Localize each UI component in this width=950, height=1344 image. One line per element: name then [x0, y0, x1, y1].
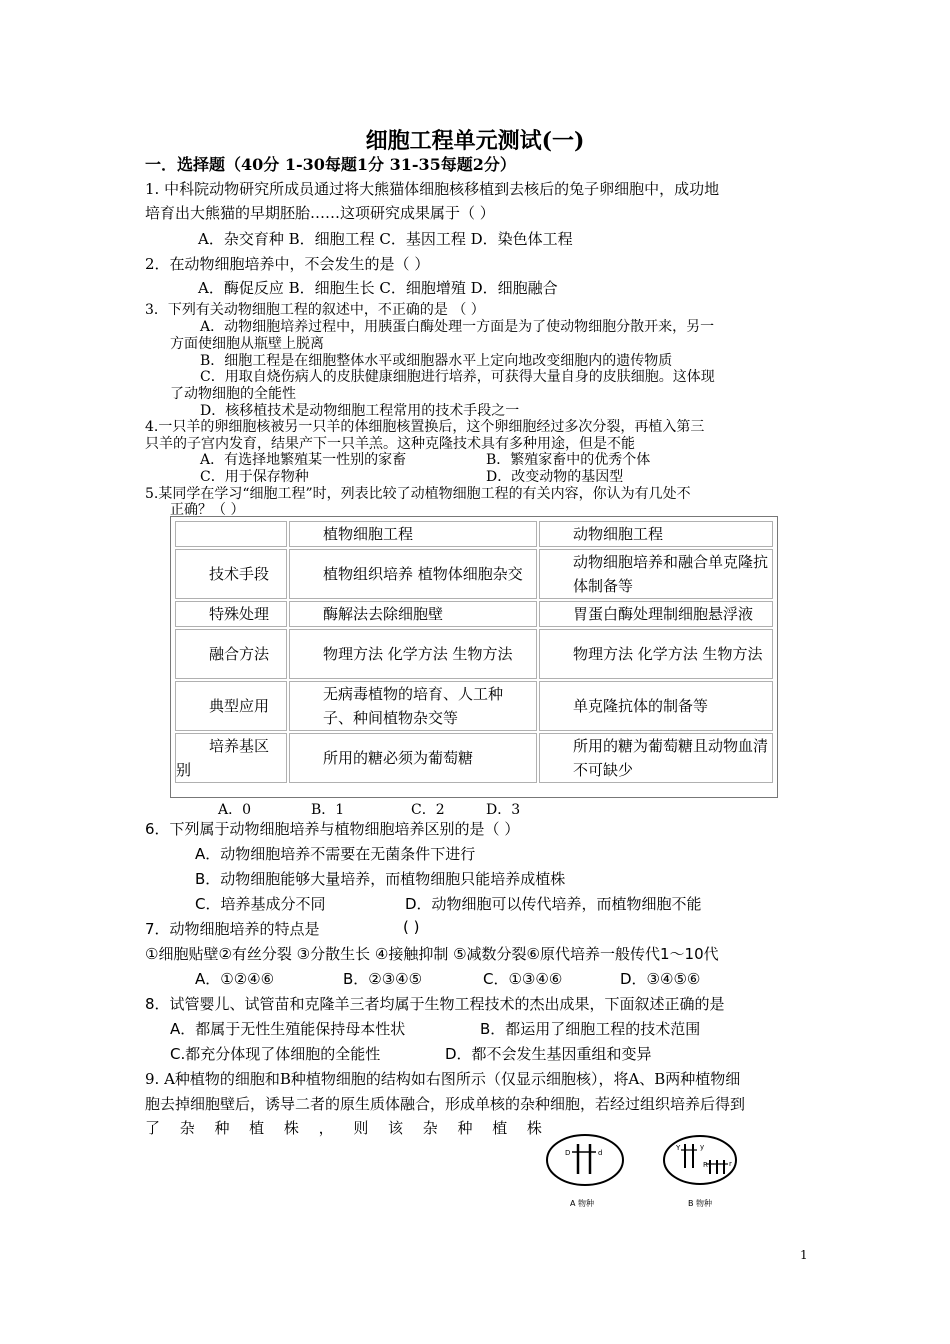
q4-option-c: C．用于保存物种: [200, 469, 309, 485]
q3-option-d: D．核移植技术是动物细胞工程常用的技术手段之一: [200, 403, 520, 419]
q8-option-a: A．都属于无性生殖能保持母本性状: [170, 1020, 406, 1038]
table-row-label: 技术手段: [175, 549, 287, 599]
table-cell-animal: 动物细胞培养和融合单克隆抗体制备等: [539, 549, 773, 599]
q9-char: 种: [457, 1119, 473, 1137]
q7-stem: 7．动物细胞培养的特点是: [145, 920, 320, 938]
cell-nuclei-figure: [540, 1130, 740, 1215]
q4-option-b: B．繁殖家畜中的优秀个体: [486, 452, 651, 468]
table-cell-plant: 酶解法去除细胞壁: [289, 601, 537, 627]
q6-stem: 6．下列属于动物细胞培养与植物细胞培养区别的是（ ）: [145, 820, 520, 838]
q4-stem-line1: 4.一只羊的卵细胞核被另一只羊的体细胞核置换后，这个卵细胞经过多次分裂，再植入第三: [145, 419, 705, 435]
table-row: [175, 549, 773, 599]
table-cell-animal: 单克隆抗体的制备等: [539, 681, 773, 731]
q7-answer-paren: ( ): [403, 918, 420, 936]
q6-option-b: B．动物细胞能够大量培养，而植物细胞只能培养成植株: [195, 870, 566, 888]
q9-char: 了: [145, 1119, 161, 1137]
q6-option-c: C．培养基成分不同: [195, 895, 326, 913]
table-cell-plant: 植物组织培养 植物体细胞杂交: [289, 549, 537, 599]
gene-label: R: [703, 1161, 708, 1169]
table-row: [175, 629, 773, 679]
table-header-cell: 动物细胞工程: [539, 521, 773, 547]
q3-stem: 3．下列有关动物细胞工程的叙述中，不正确的是 （ ）: [145, 302, 485, 318]
species-a-label: A 物种: [570, 1199, 595, 1208]
q1-stem-line2: 培育出大熊猫的早期胚胎……这项研究成果属于（ ）: [145, 204, 495, 222]
q9-char: 植: [249, 1119, 265, 1137]
q3-option-b: B．细胞工程是在细胞整体水平或细胞器水平上定向地改变细胞内的遗传物质: [200, 353, 673, 369]
q5-option-b: B．1: [311, 802, 345, 818]
table-row-label: 培养基区别: [175, 733, 287, 783]
q6-option-d: D．动物细胞可以传代培养，而植物细胞不能: [405, 895, 702, 913]
table-row: [175, 681, 773, 731]
section-heading: 一．选择题（40分 1-30每题1分 31-35每题2分）: [145, 155, 516, 174]
gene-label: Y: [676, 1144, 681, 1152]
page-number: 1: [800, 1248, 808, 1262]
table-row: [175, 601, 773, 627]
comparison-table-frame: [170, 516, 778, 798]
q5-stem-line2: 正确？（ ）: [170, 502, 245, 518]
q6-option-a: A．动物细胞培养不需要在无菌条件下进行: [195, 845, 476, 863]
q7-option-a: A．①②④⑥: [195, 970, 275, 988]
q8-option-c: C.都充分体现了体细胞的全能性: [170, 1045, 381, 1063]
q7-option-c: C．①③④⑥: [483, 970, 563, 988]
q7-option-d: D．③④⑤⑥: [620, 970, 701, 988]
species-b-cell: [664, 1136, 736, 1208]
table-row-label: 典型应用: [175, 681, 287, 731]
q1-options: A．杂交育种 B．细胞工程 C．基因工程 D．染色体工程: [198, 230, 573, 248]
q5-stem-line1: 5.某同学在学习“细胞工程”时，列表比较了动植物细胞工程的有关内容，你认为有几处不: [145, 486, 691, 502]
q9-stem-line2: 胞去掉细胞壁后，诱导二者的原生质体融合，形成单核的杂种细胞，若经过组织培养后得到: [145, 1095, 746, 1113]
comparison-table: [173, 519, 775, 785]
q7-items: ①细胞贴壁②有丝分裂 ③分散生长 ④接触抑制 ⑤减数分裂⑥原代培养一般传代1～10代: [145, 945, 719, 963]
table-cell-animal: 胃蛋白酶处理制细胞悬浮液: [539, 601, 773, 627]
species-a-cell: [547, 1135, 623, 1208]
q3-option-c-line1: C．用取自烧伤病人的皮肤健康细胞进行培养，可获得大量自身的皮肤细胞。这体现: [200, 369, 715, 385]
q9-char: 杂: [179, 1119, 195, 1137]
species-b-label: B 物种: [688, 1199, 713, 1208]
table-header-row: [175, 521, 773, 547]
q9-char: 株: [283, 1119, 299, 1137]
q1-stem-line1: 1. 中科院动物研究所成员通过将大熊猫体细胞核移植到去核后的兔子卵细胞中，成功地: [145, 180, 720, 198]
q9-char: 则: [353, 1119, 369, 1137]
page-title: 细胞工程单元测试(一): [365, 128, 585, 154]
table-header-cell: 植物细胞工程: [289, 521, 537, 547]
table-cell-plant: 无病毒植物的培育、人工种子、种间植物杂交等: [289, 681, 537, 731]
q9-char: 杂: [422, 1119, 438, 1137]
gene-label: y: [700, 1143, 705, 1151]
q9-char: 株: [526, 1119, 542, 1137]
table-row-label: 融合方法: [175, 629, 287, 679]
table-cell-animal: 所用的糖为葡萄糖且动物血清不可缺少: [539, 733, 773, 783]
q9-stem-line1: 9. A种植物的细胞和B种植物细胞的结构如右图所示（仅显示细胞核），将A、B两种植物细: [145, 1070, 741, 1088]
q8-stem: 8．试管婴儿、试管苗和克隆羊三者均属于生物工程技术的杰出成果，下面叙述正确的是: [145, 995, 725, 1013]
q3-option-a-line1: A．动物细胞培养过程中，用胰蛋白酶处理一方面是为了使动物细胞分散开来，另一: [200, 319, 715, 335]
q3-option-c-line2: 了动物细胞的全能性: [170, 386, 296, 402]
q9-char: 植: [492, 1119, 508, 1137]
q7-option-b: B．②③④⑤: [343, 970, 423, 988]
gene-label: D: [565, 1149, 571, 1157]
table-cell-plant: 所用的糖必须为葡萄糖: [289, 733, 537, 783]
table-cell-animal: 物理方法 化学方法 生物方法: [539, 629, 773, 679]
table-cell-plant: 物理方法 化学方法 生物方法: [289, 629, 537, 679]
q9-char: 种: [214, 1119, 230, 1137]
q4-stem-line2: 只羊的子宫内发育，结果产下一只羊羔。这种克隆技术具有多种用途，但是不能: [145, 436, 635, 452]
q9-char: 该: [388, 1119, 404, 1137]
q5-option-c: C．2: [411, 802, 445, 818]
q4-option-a: A．有选择地繁殖某一性别的家畜: [200, 452, 407, 468]
table-row-label: 特殊处理: [175, 601, 287, 627]
gene-label: r: [729, 1160, 732, 1168]
q8-option-d: D．都不会发生基因重组和变异: [445, 1045, 652, 1063]
q2-stem: 2．在动物细胞培养中，不会发生的是（ ）: [145, 255, 430, 273]
q9-char: ，: [318, 1119, 334, 1137]
table-header-cell: [175, 521, 287, 547]
q4-option-d: D．改变动物的基因型: [486, 469, 624, 485]
q9-stem-line3: [145, 1117, 542, 1138]
q5-option-d: D．3: [486, 802, 521, 818]
q2-options: A．酶促反应 B．细胞生长 C．细胞增殖 D．细胞融合: [198, 279, 558, 297]
gene-label: d: [598, 1149, 603, 1157]
table-row: [175, 733, 773, 783]
q8-option-b: B．都运用了细胞工程的技术范围: [480, 1020, 701, 1038]
q3-option-a-line2: 方面使细胞从瓶壁上脱离: [170, 336, 324, 352]
q5-option-a: A．0: [218, 802, 252, 818]
